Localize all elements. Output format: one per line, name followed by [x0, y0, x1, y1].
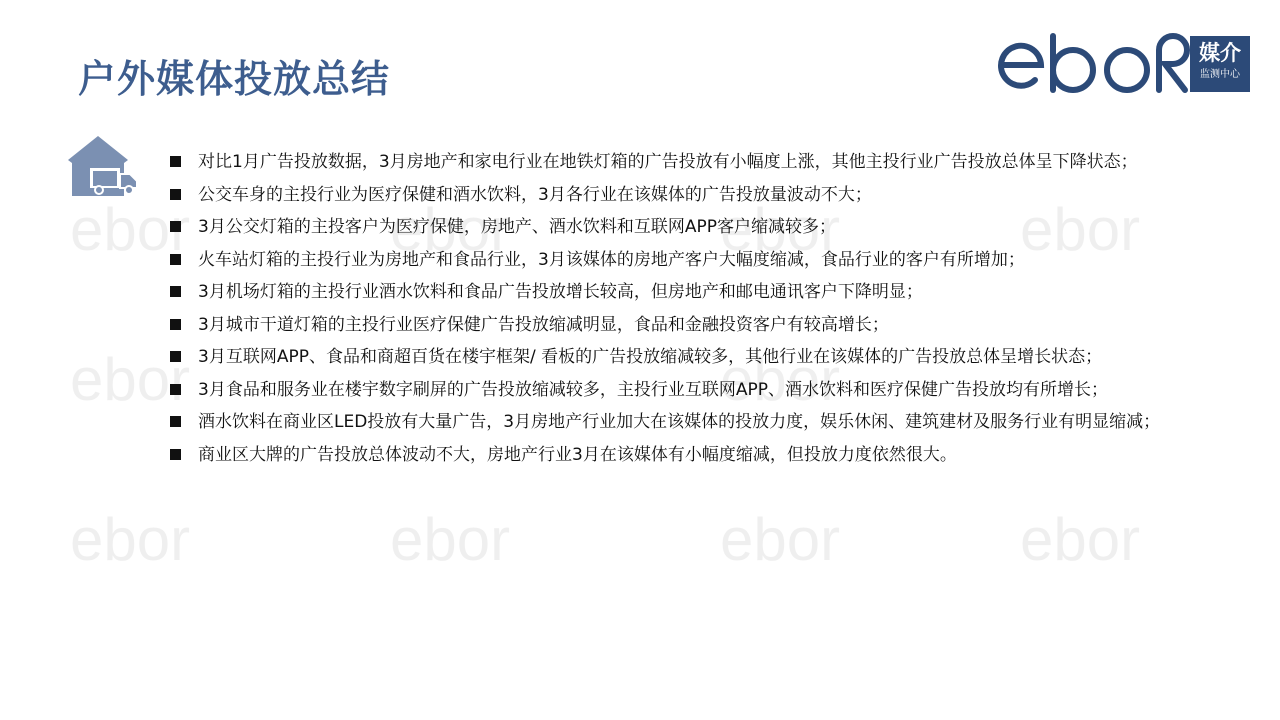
list-item: 酒水饮料在商业区LED投放有大量广告，3月房地产行业加大在该媒体的投放力度，娱乐休闲、建筑建材及服务行业有明显缩减；: [168, 406, 1168, 439]
list-item: 火车站灯箱的主投行业为房地产和食品行业，3月该媒体的房地产客户大幅度缩减，食品行业的客户有所增加；: [168, 244, 1168, 277]
list-item: 3月机场灯箱的主投行业酒水饮料和食品广告投放增长较高，但房地产和邮电通讯客户下降明显；: [168, 276, 1168, 309]
svg-text:ebor: ebor: [390, 506, 511, 573]
svg-text:ebor: ebor: [390, 200, 511, 263]
summary-list: [168, 146, 1168, 471]
list-item: 对比1月广告投放数据，3月房地产和家电行业在地铁灯箱的广告投放有小幅度上涨，其他主投行业广告投放总体呈下降状态；: [168, 146, 1168, 179]
list-item: 3月城市干道灯箱的主投行业医疗保健广告投放缩减明显，食品和金融投资客户有较高增长；: [168, 309, 1168, 342]
list-item: 3月公交灯箱的主投客户为医疗保健，房地产、酒水饮料和互联网APP客户缩减较多；: [168, 211, 1168, 244]
list-item: 3月互联网APP、食品和商超百货在楼宇框架/ 看板的广告投放缩减较多，其他行业在该媒体的广告投放总体呈增长状态；: [168, 341, 1168, 374]
list-item: 商业区大牌的广告投放总体波动不大，房地产行业3月在该媒体有小幅度缩减，但投放力度依然很大。: [168, 439, 1168, 472]
svg-text:ebor: ebor: [720, 200, 841, 263]
svg-text:ebor: ebor: [70, 506, 191, 573]
list-item: 公交车身的主投行业为医疗保健和酒水饮料，3月各行业在该媒体的广告投放量波动不大；: [168, 179, 1168, 212]
logo-badge-main: 媒介: [1199, 40, 1241, 65]
logo-badge-sub: 监测中心: [1200, 69, 1240, 80]
svg-text:ebor: ebor: [1020, 200, 1141, 263]
svg-text:ebor: ebor: [720, 346, 841, 413]
house-truck-icon: [68, 136, 140, 198]
page-title: 户外媒体投放总结: [78, 57, 391, 101]
svg-text:ebor: ebor: [1020, 506, 1141, 573]
logo-badge: [1190, 36, 1250, 92]
svg-text:ebor: ebor: [720, 506, 841, 573]
svg-text:ebor: ebor: [70, 200, 191, 263]
svg-text:ebor: ebor: [70, 346, 191, 413]
list-item: 3月食品和服务业在楼宇数字刷屏的广告投放缩减较多，主投行业互联网APP、酒水饮料和医疗保健广告投放均有所增长；: [168, 374, 1168, 407]
